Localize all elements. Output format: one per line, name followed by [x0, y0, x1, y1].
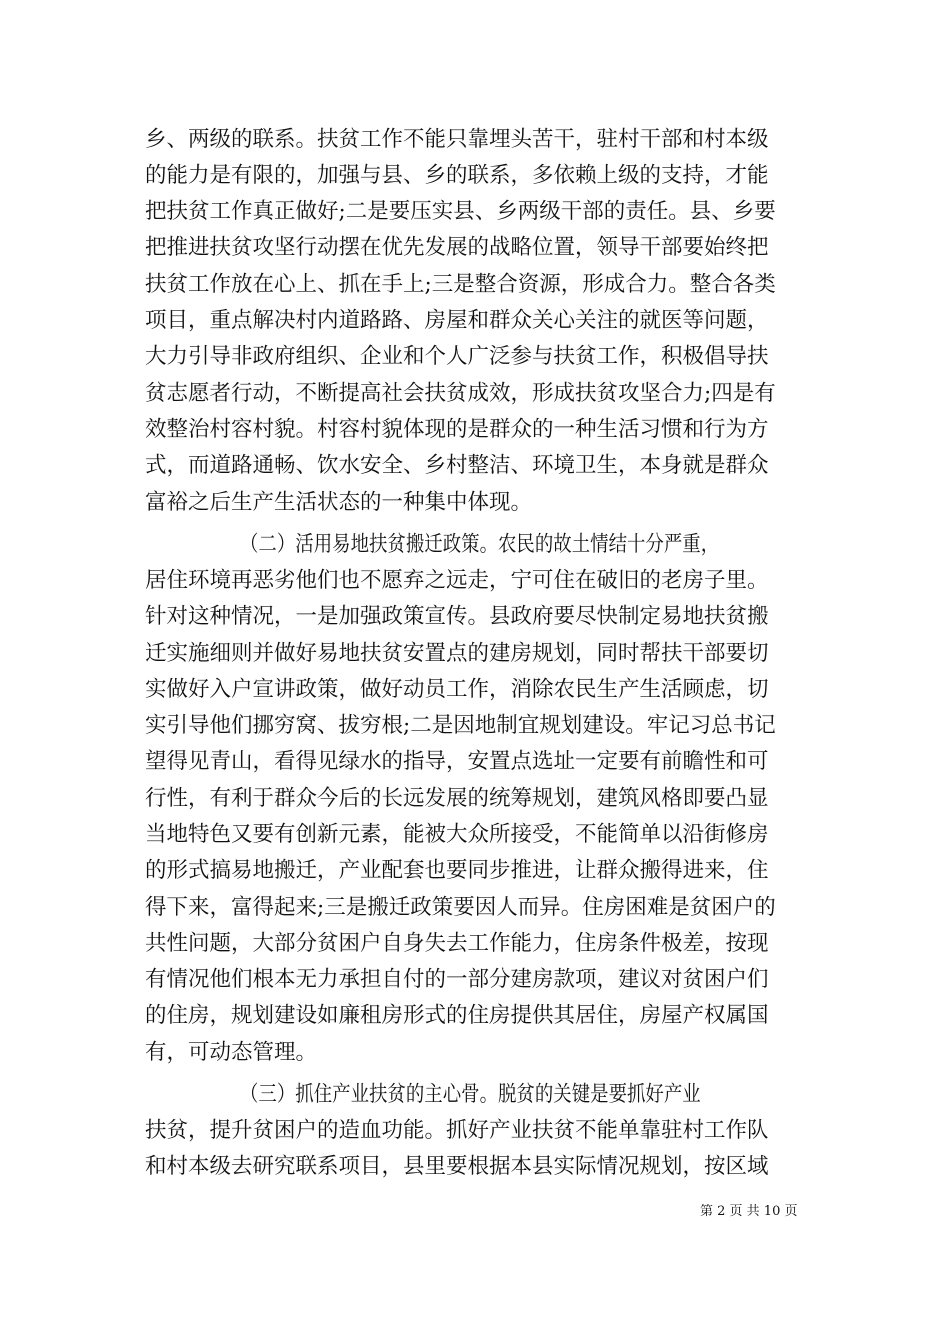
text-line: 式，而道路通畅、饮水安全、乡村整洁、环境卫生，本身就是群众	[145, 453, 769, 478]
text-line: 共性问题，大部分贫困户自身失去工作能力，住房条件极差，按现	[145, 931, 769, 956]
text-line: 的能力是有限的，加强与县、乡的联系，多依赖上级的支持，才能	[145, 163, 769, 188]
text-line: 扶贫，提升贫困户的造血功能。抓好产业扶贫不能单靠驻村工作队	[145, 1118, 769, 1143]
text-line: 有，可动态管理。	[145, 1040, 318, 1065]
text-line: 当地特色又要有创新元素，能被大众所接受，不能简单以沿街修房	[145, 822, 769, 847]
text-line: 贫志愿者行动，不断提高社会扶贫成效，形成扶贫攻坚合力;四是有	[145, 381, 776, 406]
text-line: 居住环境再恶劣他们也不愿弃之远走，宁可住在破旧的老房子里。	[145, 568, 769, 593]
text-line: 迁实施细则并做好易地扶贫安置点的建房规划，同时帮扶干部要切	[145, 641, 769, 666]
text-line: 扶贫工作放在心上、抓在手上;三是整合资源，形成合力。整合各类	[145, 272, 776, 297]
section-heading-line: （二）活用易地扶贫搬迁政策。农民的故土情结十分严重，	[240, 532, 720, 557]
text-line: 大力引导非政府组织、企业和个人广泛参与扶贫工作，积极倡导扶	[145, 344, 769, 369]
text-line: 效整治村容村貌。村容村貌体现的是群众的一种生活习惯和行为方	[145, 417, 769, 442]
text-line: 实引导他们挪穷窝、拔穷根;二是因地制宜规划建设。牢记习总书记	[145, 713, 776, 738]
text-line: 行性，有利于群众今后的长远发展的统筹规划，建筑风格即要凸显	[145, 786, 769, 811]
text-line: 针对这种情况，一是加强政策宣传。县政府要尽快制定易地扶贫搬	[145, 604, 769, 629]
text-line: 把扶贫工作真正做好;二是要压实县、乡两级干部的责任。县、乡要	[145, 199, 776, 224]
text-line: 的形式搞易地搬迁，产业配套也要同步推进，让群众搬得进来，住	[145, 858, 769, 883]
text-line: 项目，重点解决村内道路路、房屋和群众关心关注的就医等问题，	[145, 308, 769, 333]
text-line: 实做好入户宣讲政策，做好动员工作，消除农民生产生活顾虑，切	[145, 677, 769, 702]
page-number-footer: 第 2 页 共 10 页	[700, 1204, 798, 1219]
text-line: 和村本级去研究联系项目，县里要根据本县实际情况规划，按区域	[145, 1154, 769, 1179]
text-line: 富裕之后生产生活状态的一种集中体现。	[145, 490, 533, 515]
text-line: 把推进扶贫攻坚行动摆在优先发展的战略位置，领导干部要始终把	[145, 235, 769, 260]
text-line: 的住房，规划建设如廉租房形式的住房提供其居住，房屋产权属国	[145, 1003, 769, 1028]
text-line: 得下来，富得起来;三是搬迁政策要因人而异。住房困难是贫困户的	[145, 895, 776, 920]
text-line: 望得见青山，看得见绿水的指导，安置点选址一定要有前瞻性和可	[145, 749, 769, 774]
text-line: 有情况他们根本无力承担自付的一部分建房款项，建议对贫困户们	[145, 967, 769, 992]
text-line: 乡、两级的联系。扶贫工作不能只靠埋头苦干，驻村干部和村本级	[145, 127, 769, 152]
section-heading-line: （三）抓住产业扶贫的主心骨。脱贫的关键是要抓好产业	[240, 1082, 701, 1107]
